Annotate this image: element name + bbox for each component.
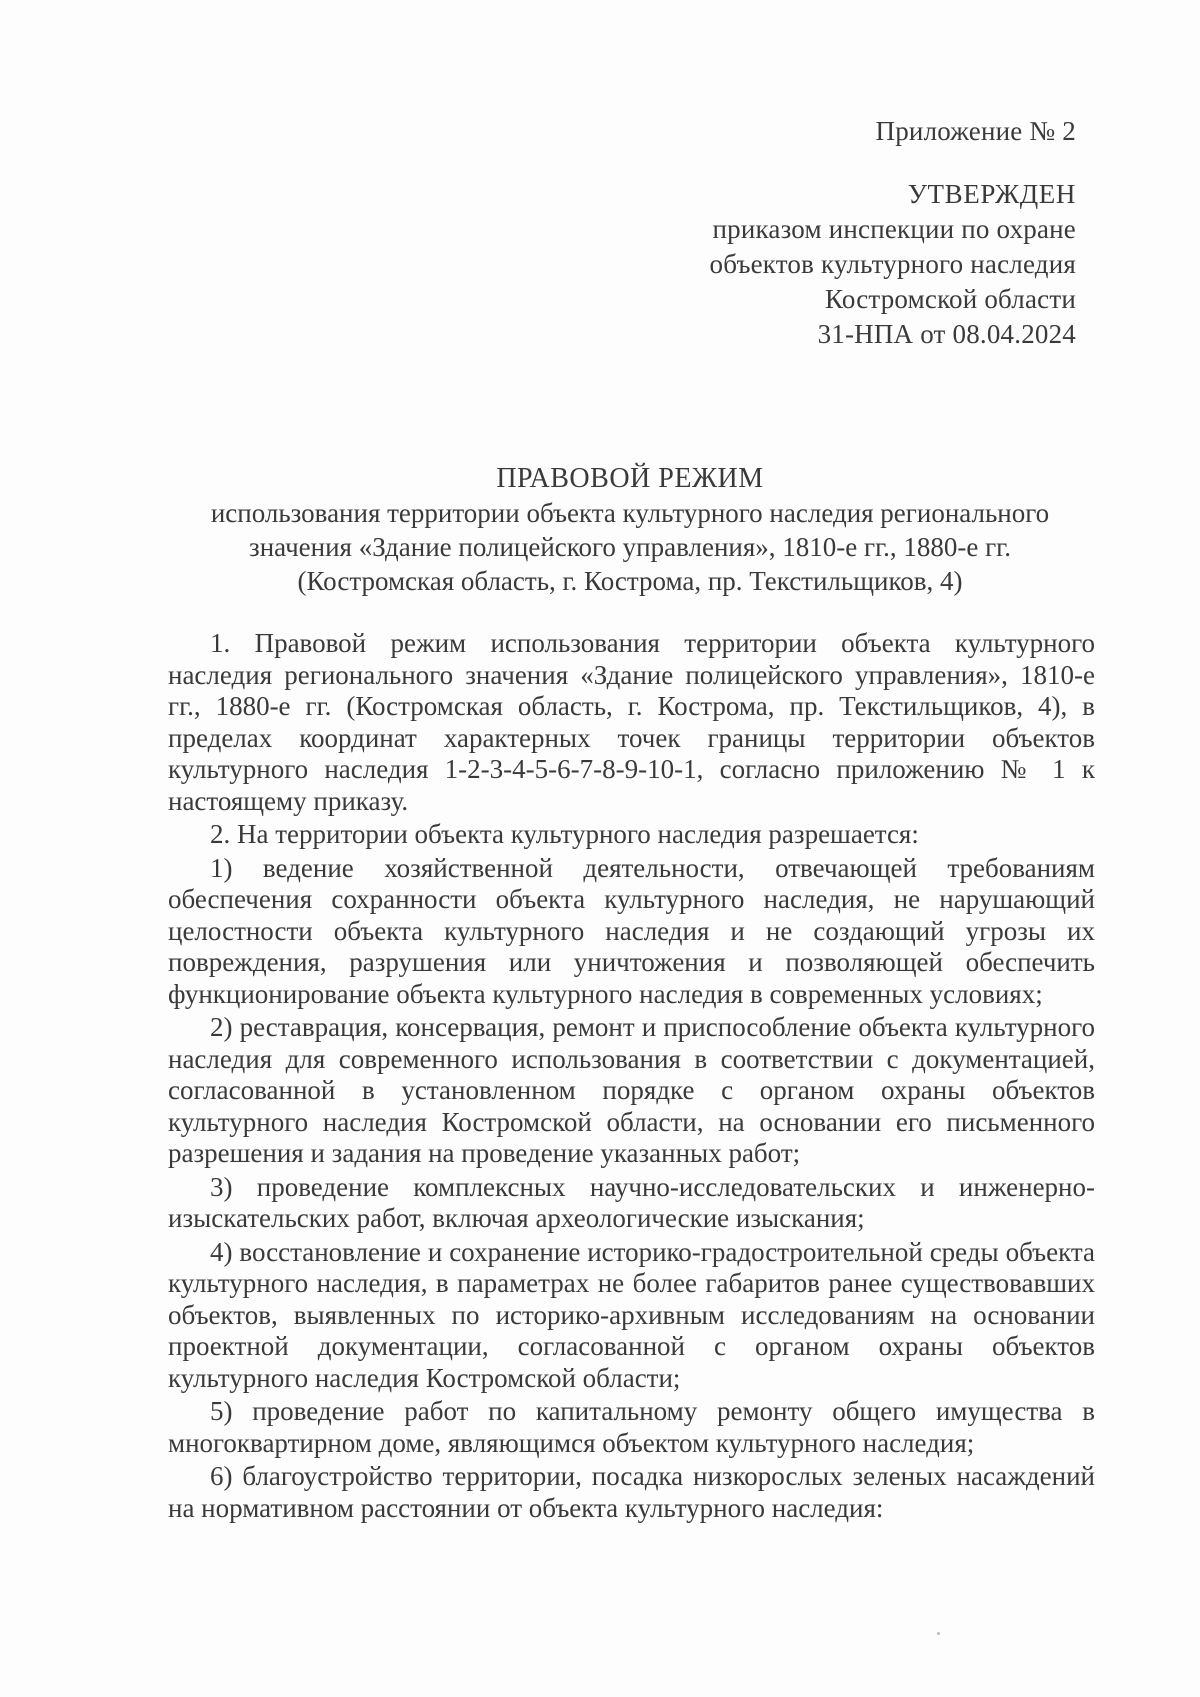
approved-label: УТВЕРЖДЕН — [907, 179, 1076, 209]
list-item-5: 5) проведение работ по капитальному ремонту общего имущества в многоквартирном доме, являющимся объектом культурного наследия; — [168, 1396, 1095, 1458]
list-item-3: 3) проведение комплексных научно-исследовательских и инженерно-изыскательских работ, включая археологические изыскания; — [168, 1171, 1095, 1233]
scan-speck — [937, 1632, 940, 1635]
document-body — [168, 628, 1095, 1524]
title-address: (Костромская область, г. Кострома, пр. Текстильщиков, 4) — [297, 566, 963, 596]
approval-line: Костромской области — [824, 284, 1076, 314]
approval-line: приказом инспекции по охране — [712, 214, 1076, 244]
title-line: использования территории объекта культурного наследия регионального — [210, 498, 1050, 528]
list-item-6: 6) благоустройство территории, посадка низкорослых зеленых насаждений на нормативном расстоянии от объекта культурного наследия: — [168, 1461, 1095, 1523]
title-heading: ПРАВОВОЙ РЕЖИМ — [496, 463, 764, 494]
document-title — [160, 462, 1100, 598]
list-item-4: 4) восстановление и сохранение историко-градостроительной среды объекта культурного наследия, в параметрах не более габаритов ранее существовавших объектов, выявленных по историко-архивным исследованиям на основании проектной документации, согласованной с органом охраны объектов культурного наследия Костромской области; — [168, 1236, 1095, 1393]
approval-order-number: 31-НПА от 08.04.2024 — [817, 319, 1076, 349]
list-item-1: 1) ведение хозяйственной деятельности, отвечающей требованиям обеспечения сохранности объекта культурного наследия, не нарушающий целостности объекта культурного наследия и не создающий угрозы их повреждения, разрушения или уничтожения и позволяющей обеспечить функционирование объекта культурного наследия в современных условиях; — [168, 852, 1095, 1009]
paragraph-2: 2. На территории объекта культурного наследия разрешается: — [210, 819, 919, 849]
list-item-2: 2) реставрация, консервация, ремонт и приспособление объекта культурного наследия для современного использования в соответствии с документацией, согласованной в установленном порядке с органом охраны объектов культурного наследия Костромской области, на основании его письменного разрешения и задания на проведение указанных работ; — [168, 1012, 1095, 1168]
title-line: значения «Здание полицейского управления», 1810-е гг., 1880-е гг. — [249, 532, 1011, 562]
paragraph-1: 1. Правовой режим использования территории объекта культурного наследия регионального значения «Здание полицейского управления», 1810-е гг., 1880-е гг. (Костромская область, г. Кострома, пр. Текстильщиков, 4), в пределах координат характерных точек границы территории объектов культурного наследия 1-2-3-4-5-6-7-8-9-10-1, согласно приложению № 1 к настоящему приказу. — [168, 628, 1095, 816]
approval-block — [710, 114, 1077, 352]
approval-line: объектов культурного наследия — [709, 249, 1076, 279]
annex-label: Приложение № 2 — [875, 116, 1076, 146]
